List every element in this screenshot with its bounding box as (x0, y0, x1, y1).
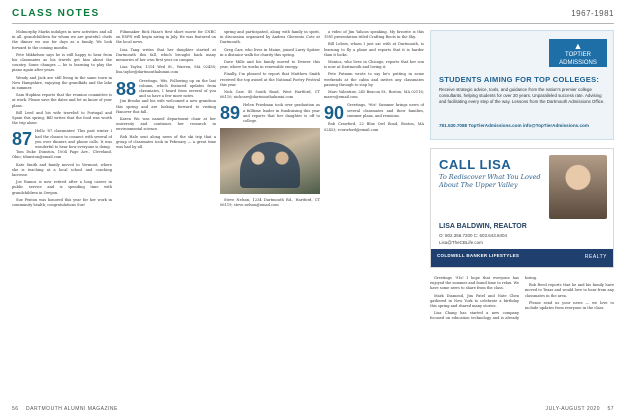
class-intro-text: Greetings, '90s! Summer brings news of several classmates and their families, summer plans, and reunions. (347, 103, 424, 118)
page-header (12, 6, 614, 24)
realtor-phones[interactable]: O: 802.356.7200 C: 603.643.8404 (439, 233, 508, 238)
issue-date: JULY-AUGUST 2020 (545, 406, 600, 412)
class-intro-text: Hello '87 classmates! This past winter I had the chance to connect with several of you over dinners and phone calls. It was wonderful to hear how everyone is doing. (35, 129, 112, 150)
ads-column (430, 30, 614, 402)
class-year-number: 89 (220, 103, 241, 124)
ad-subtitle: To Rediscover What You Loved About The Upper Valley (439, 173, 541, 189)
page-number-right: 57 (607, 406, 614, 412)
logo-line-2: ADMISSIONS (559, 60, 597, 66)
class-year-number: 87 (12, 129, 33, 150)
ad-headline: CALL LISA (439, 157, 512, 172)
page-footer (12, 406, 614, 416)
arrow-up-icon: ▲ (573, 41, 583, 51)
group-photo-image (240, 142, 300, 188)
page-number-left: 56 (12, 406, 19, 412)
brand-realty: REALTY (584, 254, 607, 260)
note-paragraph: Rob Crawford, 22 Blue Owl Road, Boston, MA 02453; rcrawford@email.com (324, 122, 424, 132)
note-paragraph: Nick Carr, 45 South Road, West Hartford, CT 06110; nickcarr@dartmouthalumni.com (220, 90, 320, 100)
note-paragraph: Bill Lebow, whom I just sat with at Dartmouth, is learning to fly a plane and reports that it is harder than it looks. (324, 42, 424, 57)
note-paragraph: Marc Valentine, 245 Beacon St., Boston, MA 02116; marcv@email.com (324, 90, 424, 100)
notes-column-right (430, 276, 614, 402)
class-intro-text: Helen Friedman took over graduation as a fulltime leader in fundraising this year and reports that her daughter is off to college. (243, 103, 320, 124)
notes-column-2 (116, 30, 216, 402)
magazine-title: DARTMOUTH ALUMNI MAGAZINE (26, 406, 118, 412)
note-paragraph: Lisa Tang writes that her daughter started at Dartmouth this fall, which brought back many memories of her own first year on campus. (116, 47, 216, 63)
note-paragraph: Sue Fenton was honored this year for her work in community health; congratulations Sue! (12, 197, 112, 208)
toptier-admissions-ad[interactable] (430, 30, 614, 140)
note-paragraph: Karen Wu was named department chair at her university and continues her research in environmental science. (116, 117, 216, 132)
ad-contact-link[interactable]: 781.530.7088 TopTierAdmissions.com info@TopTierAdmissions.com (439, 123, 589, 128)
note-paragraph: Wendy and Jack are still living in the same town in New Hampshire, enjoying the grandkids and the lake in summer. (12, 75, 112, 91)
notes-column-1 (12, 30, 112, 402)
note-paragraph: Joe Ramos is now retired after a long career in public service and is spending time with grandchildren in Oregon. (12, 180, 112, 195)
note-paragraph: Mark Diamond, Jim Patel and Nate Chen gathered in New York to celebrate a birthday this spring and shared many stories. (430, 293, 519, 309)
note-paragraph: Bill Leed and his wife traveled to Portugal and Spain this spring; Bill writes that the food was worth the trip alone. (12, 110, 112, 126)
class-year-number: 88 (116, 78, 137, 99)
note-paragraph: a video of Jim Yahoos speaking. My favorite is this 1981 presentation titled Crafting Roots in the Sky. (324, 30, 424, 40)
class-year-number: 90 (324, 103, 345, 124)
class-photo (220, 128, 320, 194)
note-paragraph: spring and participated, along with family in spirit, in discussion organized by Andrea Gheronto Cote at Dartmouth. (220, 30, 320, 45)
note-paragraph: Please send us your news — we love to include updates from everyone in the class. (525, 300, 614, 311)
note-paragraph: Rob Hale sent along news of the ski trip that a group of classmates took in February — a great time was had by all. (116, 134, 216, 150)
note-paragraph: Molmorphy Marks indulges in new activities and all in all, grandchildren for whom we are grateful: chefs the dinner we use for days as a family. We look forward to the coming months. (12, 30, 112, 50)
notes-column-4 (324, 30, 424, 402)
note-paragraph: Greetings '91s! I hope that everyone has enjoyed the summer and found time to relax. We have some news to share from the class. (430, 276, 519, 291)
class-intro-text: Greetings, '88s. Following up on the last column, which featured updates from classmates, I heard from several of you and so have a few more notes. (139, 78, 216, 99)
toptier-logo (549, 39, 607, 67)
note-paragraph: Bob Reed reports that he and his family have moved to Texas and would love to hear from any classmates in the area. (525, 283, 614, 298)
note-paragraph: Tom Duke Dunston, 1004 Page Ave., Cleveland, Ohio; tdunston@email.com (12, 150, 112, 160)
realtor-portrait (549, 155, 607, 219)
class-years-range: 1967-1981 (571, 9, 614, 18)
note-paragraph: Monica, who lives in Chicago, reports that her son is now at Dartmouth and loving it. (324, 60, 424, 70)
note-paragraph: Steve Nelson, 1234 Dartmouth Rd., Hartford, CT 06119; steve.nelson@email.com (220, 198, 320, 208)
logo-line-1: TOPTIER (565, 52, 591, 58)
note-paragraph: Jim Brooks and his wife welcomed a new grandson this spring and are looking forward to visiting Hanover this fall. (116, 99, 216, 114)
note-paragraph: Filmmaker Rick Haas's first short movie for CNBC on ESPN will begin airing in July. He was featured on the local news. (116, 30, 216, 45)
realtor-ad[interactable] (430, 148, 614, 268)
note-paragraph: Greg Carr, who lives in Maine, joined Larry Spitzer in a distance walk for charity this spring. (220, 47, 320, 57)
note-paragraph: Pete Mikkelsen says he is still happy to hear from his classmates as his travels get him about the country. Some changes — he is learning to play the piano again after years. (12, 52, 112, 73)
note-paragraph: Sam Hopkins reports that the reunion committee is at work. Please save the dates and let us know of your plans. (12, 93, 112, 108)
note-paragraph: Lisa Taylor, 1314 Wed St., Warren, MA 02458; lisa.taylor@dartmouthalumni.com (116, 65, 216, 75)
notes-column-3 (220, 30, 320, 402)
note-paragraph: Kate Smith and family moved to Vermont, where she is teaching at a local school and coaching lacrosse. (12, 162, 112, 178)
brand-name: COLDWELL BANKER LIFESTYLES (437, 253, 520, 258)
ad-body: Receive strategic advice, tools, and guidance from the nation's premier college consultants, helping students for over 20 years. Unparalleled success rate. Advising and facilitating every step of the way. Lessons from the Dartmouth Admissions Office. (439, 87, 605, 104)
brand-footer (431, 249, 613, 267)
note-paragraph: Pete Putnam wrote to say he's putting in some weekends at the cabin and invites any classmates passing through to stop by. (324, 72, 424, 87)
section-title: CLASS NOTES (12, 8, 100, 19)
note-paragraph: Dave Mills and his family moved to Denver this year, where he works in renewable energy. (220, 60, 320, 70)
note-paragraph: Lisa Chang has started a new company focused on education technology and is already hiring. (430, 276, 538, 321)
note-paragraph: Finally, I'm pleased to report that Matthew Smith received the top award at the National Poetry Festival this year. (220, 72, 320, 87)
ad-headline: STUDENTS AIMING FOR TOP COLLEGES: (439, 75, 600, 84)
realtor-email-link[interactable]: Lisa@TheCBLife.com (439, 240, 483, 245)
realtor-name: LISA BALDWIN, REALTOR (439, 223, 527, 230)
